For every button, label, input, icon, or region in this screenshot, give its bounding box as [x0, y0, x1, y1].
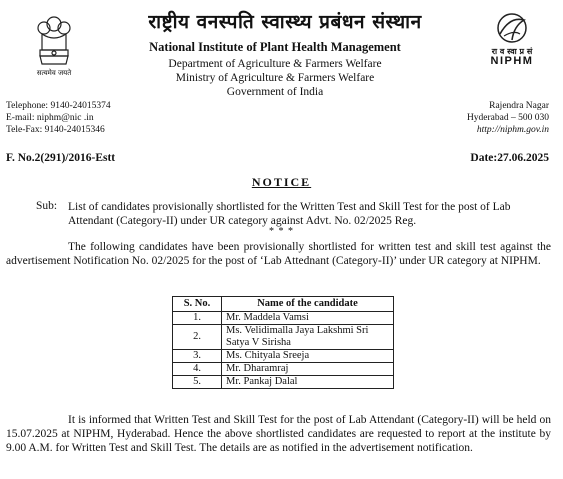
institute-name: National Institute of Plant Health Management	[149, 40, 401, 54]
department-name: Department of Agriculture & Farmers Welfare	[168, 58, 382, 70]
row-sno: 4.	[173, 363, 222, 376]
row-candidate-name: Ms. Chityala Sreeja	[222, 350, 394, 363]
address-line2: Hyderabad – 500 030	[466, 113, 549, 123]
ministry-name: Ministry of Agriculture & Farmers Welfare	[175, 72, 375, 84]
email: E-mail: niphm@nic .in	[6, 113, 94, 123]
row-candidate-name: Ms. Velidimalla Jaya Lakshmi Sri Satya V Sirisha	[222, 325, 394, 350]
logo-text: NIPHM	[490, 55, 534, 67]
row-sno: 1.	[173, 312, 222, 325]
column-header-sno: S. No.	[173, 297, 222, 312]
notice-date: Date:27.06.2025	[470, 152, 549, 164]
table-row	[173, 350, 394, 363]
table-row	[173, 312, 394, 325]
notice-title: NOTICE	[251, 175, 312, 189]
test-details-paragraph: It is informed that Written Test and Skill Test for the post of Lab Attendant (Category-II) will be held on 15.07.2025 at NIPHM, Hyderabad. Hence the above shortlisted candidates are requested to report at the institute by 9.00 A.M. for Written Test and Skill Test. The details are as notified in the advertisement notification.	[6, 414, 551, 454]
row-sno: 5.	[173, 376, 222, 389]
table-row	[173, 363, 394, 376]
logo-hindi-text: रा व स्वा प्र सं	[491, 47, 533, 56]
website-link[interactable]: http://niphm.gov.in	[476, 125, 549, 135]
subject-text: List of candidates provisionally shortlisted for the Written Test and Skill Test for the post of Lab Attendant (Category-II) under UR category against Advt. No. 02/2025 Reg.	[68, 201, 511, 227]
address-line1: Rajendra Nagar	[489, 101, 549, 111]
table-row	[173, 325, 394, 350]
government-name: Government of India	[226, 86, 324, 98]
subject-label: Sub:	[36, 200, 58, 212]
column-header-name: Name of the candidate	[222, 297, 394, 312]
hindi-title: राष्ट्रीय वनस्पति स्वास्थ्य प्रबंधन संस्थान	[148, 11, 422, 33]
candidates-table	[172, 296, 394, 389]
row-sno: 2.	[173, 325, 222, 350]
separator-stars: * * *	[269, 226, 294, 237]
telefax: Tele-Fax: 9140-24015346	[6, 125, 105, 135]
row-candidate-name: Mr. Dharamraj	[222, 363, 394, 376]
row-candidate-name: Mr. Maddela Vamsi	[222, 312, 394, 325]
intro-paragraph: The following candidates have been provisionally shortlisted for written test and skill test against the advertisement Notification No. 02/2025 for the post of ‘Lab Attednant (Category-II)’ under UR category at NIPHM.	[6, 241, 551, 267]
row-candidate-name: Mr. Pankaj Dalal	[222, 376, 394, 389]
table-row	[173, 376, 394, 389]
file-number: F. No.2(291)/2016-Estt	[6, 152, 116, 164]
table-header-row	[173, 297, 394, 312]
emblem-caption: सत्यमेव जयते	[36, 69, 72, 77]
telephone: Telephone: 9140-24015374	[6, 101, 111, 111]
row-sno: 3.	[173, 350, 222, 363]
